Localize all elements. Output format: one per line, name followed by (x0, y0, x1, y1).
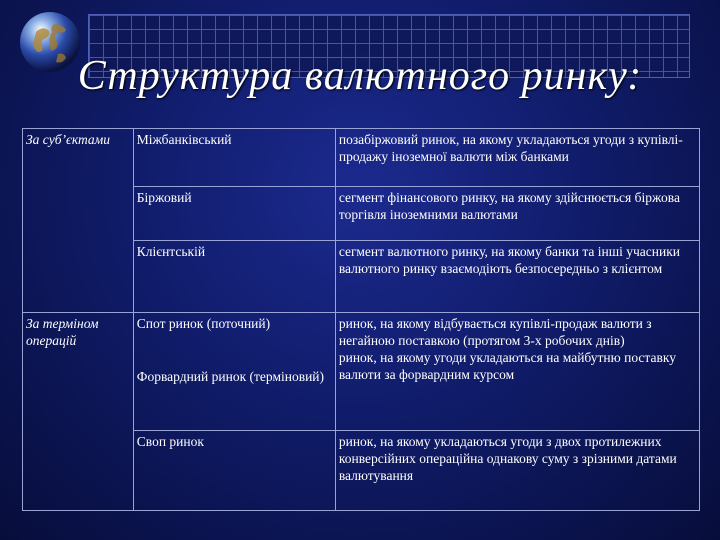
criterion-cell: За терміном операцій (23, 313, 134, 511)
market-cell (133, 313, 335, 431)
market-cell: Клієнтській (133, 241, 335, 313)
market-cell: Міжбанківський (133, 129, 335, 187)
page-title: Структура валютного ринку: (77, 53, 643, 99)
definition-cell (335, 313, 699, 431)
definition-text: ринок, на якому угоди укладаються на майбутню поставку валюти за форвардним курсом (338, 350, 676, 382)
market-structure-table (22, 128, 700, 511)
table-row (23, 313, 700, 431)
market-cell: Біржовий (133, 187, 335, 241)
table-row (23, 129, 700, 187)
definition-cell: позабіржовий ринок, на якому укладаються угоди з купівлі-продажу іноземної валюти між банками (335, 129, 699, 187)
criterion-cell: За суб’єктами (23, 129, 134, 313)
definition-cell: ринок, на якому укладаються угоди з двох протилежних конверсійних операційна однакову суму з зрізними датами валютування (335, 431, 699, 511)
definition-text: ринок, на якому відбувається купівлі-продаж валюти з негайною поставкою (протягом 3-х робочих днів) (338, 316, 652, 348)
definition-cell: сегмент фінансового ринку, на якому здійснюється біржова торгівля іноземними валютами (335, 187, 699, 241)
market-label: Спот ринок (поточний) (136, 316, 271, 331)
market-label: Форвардний ринок (терміновий) (136, 369, 325, 384)
definition-cell: сегмент валютного ринку, на якому банки та інші учасники валютного ринку взаємодіють безпосередньо з клієнтом (335, 241, 699, 313)
market-cell: Своп ринок (133, 431, 335, 511)
